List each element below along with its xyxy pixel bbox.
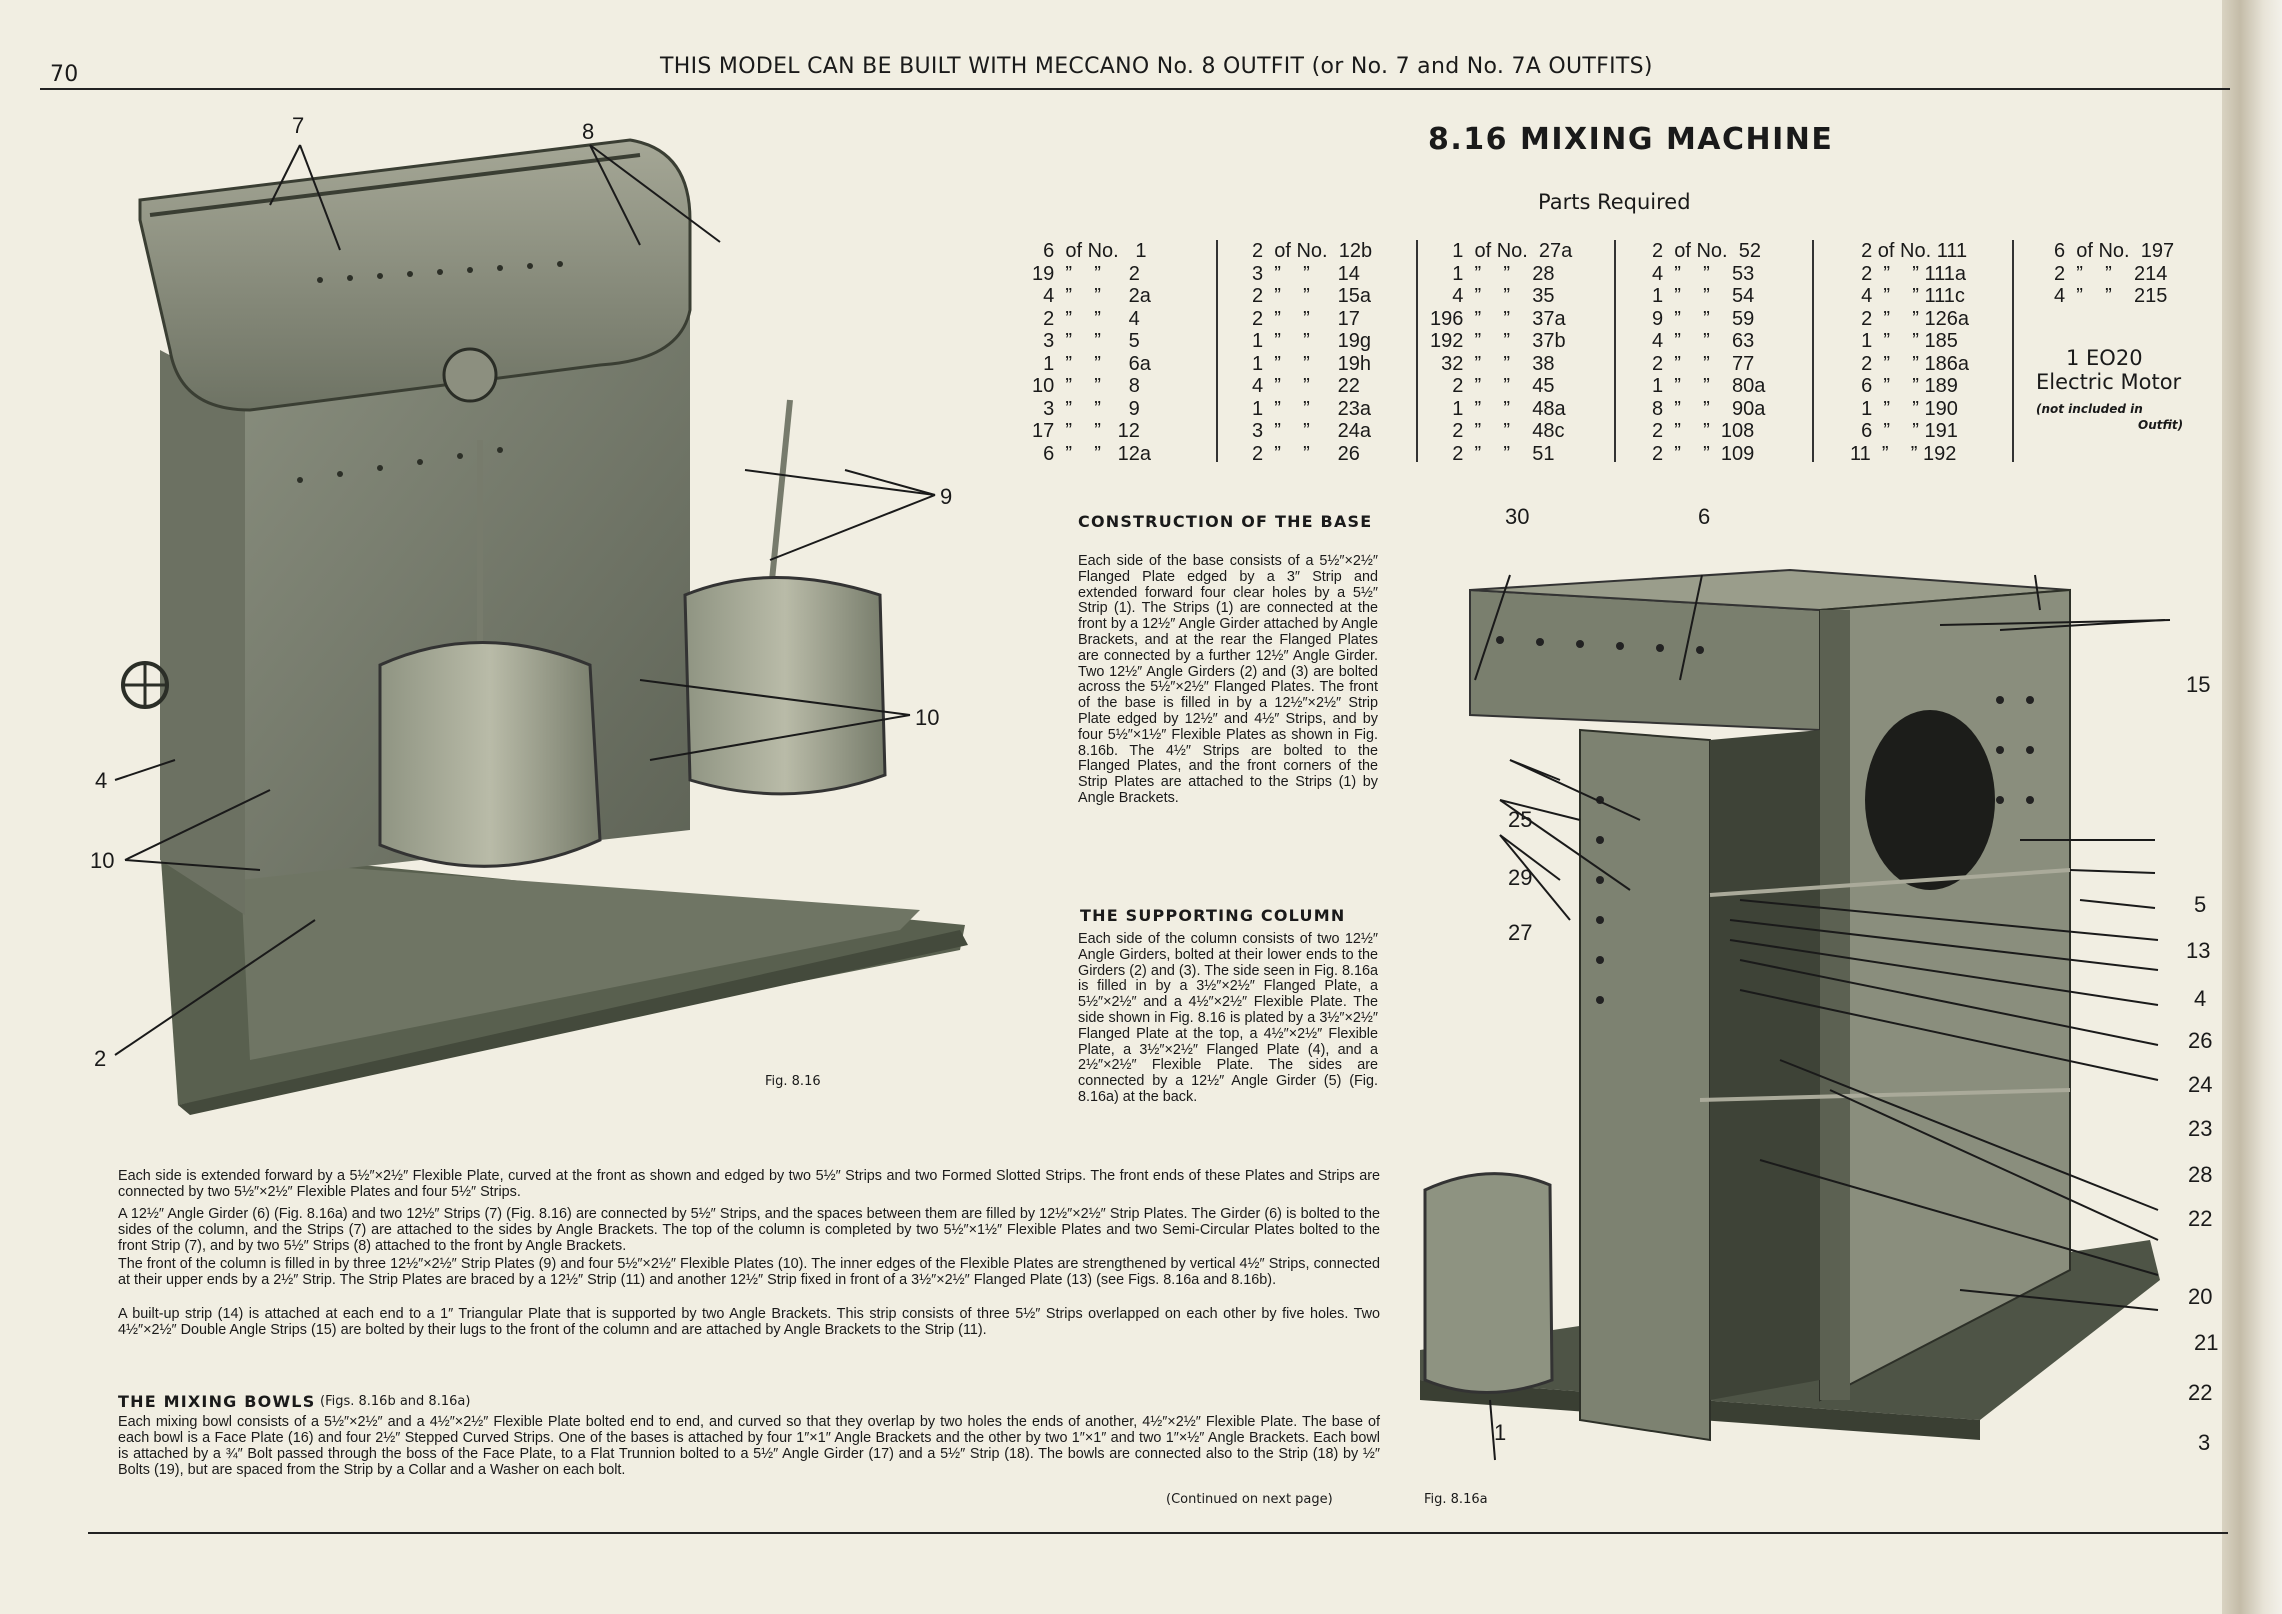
figure-caption-8-16: Fig. 8.16 — [765, 1074, 821, 1089]
callout-22: 22 — [2188, 1206, 2213, 1231]
column-text-cont-3: The front of the column is filled in by three 12½″×2½″ Strip Plates (9) and four 5½″×2½″ Flexible Plates (10). The inner edges of the Flexible Plates are strengthened by vertical 4½″ Strips, connected at their upper ends by a 2½″ Strip. The Strip Plates are braced by a 12½″ Strip (11) and another 12½″ Strip fixed in front of a 3½″×2½″ Flanged Plate (13) (see Figs. 8.16a and 8.16b). — [118, 1256, 1380, 1288]
callout-21: 21 — [2194, 1330, 2219, 1355]
column-text-cont-1: Each side is extended forward by a 5½″×2½″ Flexible Plate, curved at the front as shown and edged by two 5½″ Strips and two Formed Slotted Strips. The front ends of these Plates and Strips are connected by two 5½″×2½″ Flexible Plates and four 5½″ Strips. — [118, 1168, 1380, 1200]
callout-10-left: 10 — [90, 848, 115, 873]
bowls-figure-ref: (Figs. 8.16b and 8.16a) — [320, 1394, 471, 1409]
callout-3: 3 — [2198, 1430, 2211, 1455]
continued-note: (Continued on next page) — [1166, 1492, 1333, 1507]
column-heading: THE SUPPORTING COLUMN — [1080, 906, 1346, 925]
figure-caption-8-16a: Fig. 8.16a — [1424, 1492, 1488, 1507]
motor-name: Electric Motor — [2036, 370, 2182, 394]
base-heading: CONSTRUCTION OF THE BASE — [1078, 512, 1373, 531]
callout-2: 2 — [94, 1046, 107, 1071]
page-edge-shadow — [2222, 0, 2282, 1614]
model-title: 8.16 MIXING MACHINE — [1428, 122, 1834, 157]
motor-note: (not included in — [2036, 402, 2143, 416]
page-number: 70 — [50, 62, 79, 87]
motor-note-2: Outfit) — [2138, 418, 2184, 432]
callout-20: 20 — [2188, 1284, 2213, 1309]
callout-6: 6 — [1698, 504, 1711, 529]
figure-8-16a-illustration — [1380, 500, 2230, 1510]
column-text-cont-2: A 12½″ Angle Girder (6) (Fig. 8.16a) and two 12½″ Strips (7) (Fig. 8.16) are connected by 5½″ Strips, and the spaces between them are filled by 12½″×2½″ Strip Plates. The Girder (6) is bolted to the sides of the column, and the Strips (7) are attached to the sides by Angle Brackets. The top of the column is completed by two 5½″×1½″ Flexible Plates and two Semi-Circular Plates bolted to the front Strip (7), and by two 5½″ Strips (8) attached to the front by Angle Brackets. — [118, 1206, 1380, 1254]
callout-4: 4 — [95, 768, 108, 793]
column-text-cont-4: A built-up strip (14) is attached at each end to a 1″ Triangular Plate that is supported by two Angle Brackets. This strip consists of three 5½″ Strips overlapped on each other by five holes. Two 4½″×2½″ Double Angle Strips (15) are bolted by their lugs to the front of the column and are attached by Angle Brackets to the Strip (11). — [118, 1306, 1380, 1338]
parts-divider — [2012, 240, 2014, 462]
callout-5: 5 — [2194, 892, 2207, 917]
parts-divider — [1216, 240, 1218, 462]
callout-28: 28 — [2188, 1162, 2213, 1187]
parts-column-4: 2 of No. 52 4 ” ” 53 1 ” ” 54 9 ” ” 59 4 ” ” 63 2 ” ” 77 1 ” ” 80a 8 ” ” 90a 2 ” ” 108 2 ” ” 109 — [1652, 240, 1766, 465]
callout-23: 23 — [2188, 1116, 2213, 1141]
parts-divider — [1614, 240, 1616, 462]
callout-30: 30 — [1505, 504, 1530, 529]
bowls-heading: THE MIXING BOWLS — [118, 1392, 316, 1411]
footer-rule — [88, 1532, 2228, 1534]
parts-divider — [1812, 240, 1814, 462]
callout-4-right: 4 — [2194, 986, 2207, 1011]
parts-heading: Parts Required — [1538, 190, 1691, 214]
parts-column-3: 1 of No. 27a 1 ” ” 28 4 ” ” 35 196 ” ” 37a 192 ” ” 37b 32 ” ” 38 2 ” ” 45 1 ” ” 48a 2 ” ” 48c 2 ” ” 51 — [1430, 240, 1573, 465]
base-text: Each side of the base consists of a 5½″×2½″ Flanged Plate edged by a 3″ Strip and extended forward four clear holes by a 5½″ Strip (1). The Strips (1) are connected at the front by a 12½″ Angle Girder attached by Angle Brackets, and at the rear the Flanged Plates are connected by a further 12½″ Angle Girder. Two 12½″ Angle Girders (2) and (3) are bolted across the 5½″×2½″ Flanged Plates. The front of the base is filled in by a 12½″×2½″ Strip Plate edged by 12½″ and 4½″ Strips, and by four 5½″×1½″ Flexible Plates as shown in Fig. 8.16b. The 4½″ Strips are bolted to the Flanged Plates, and the front corners of the Strip Plates are attached to the Strips (1) by Angle Brackets. — [1078, 553, 1378, 806]
callout-25: 25 — [1508, 807, 1533, 832]
parts-column-6: 6 of No. 197 2 ” ” 214 4 ” ” 215 — [2054, 240, 2175, 307]
column-text: Each side of the column consists of two 12½″ Angle Girders, bolted at their lower ends to the Girders (2) and (3). The side seen in Fig. 8.16a is filled in by a 3½″×2½″ Flanged Plate, a 5½″×2½″ and a 4½″×2½″ Flexible Plate. The side shown in Fig. 8.16 is plated by a 3½″×2½″ Flanged Plate at the top, a 4½″×2½″ Flexible Plate, a 3½″×2½″ Flanged Plate (4), and a 2½″×2½″ Flexible Plate. The sides are connected by a 12½″ Angle Girder (5) (Fig. 8.16a) at the back. — [1078, 931, 1378, 1105]
callout-27: 27 — [1508, 920, 1533, 945]
parts-column-2: 2 of No. 12b 3 ” ” 14 2 ” ” 15a 2 ” ” 17 1 ” ” 19g 1 ” ” 19h 4 ” ” 22 1 ” ” 23a 3 ” ” 24a 2 ” ” 26 — [1252, 240, 1373, 465]
callout-22-lower: 22 — [2188, 1380, 2213, 1405]
callout-7: 7 — [292, 113, 305, 138]
callout-8: 8 — [582, 119, 595, 144]
callout-10: 10 — [915, 705, 940, 730]
parts-divider — [1416, 240, 1418, 462]
callout-13: 13 — [2186, 938, 2211, 963]
callout-9: 9 — [940, 484, 953, 509]
callout-1: 1 — [1494, 1420, 1507, 1445]
figure-8-16-illustration — [0, 0, 1000, 1160]
callout-15: 15 — [2186, 672, 2211, 697]
callout-29: 29 — [1508, 865, 1533, 890]
parts-column-5: 2 of No. 111 2 ” ” 111a 4 ” ” 111c 2 ” ” 126a 1 ” ” 185 2 ” ” 186a 6 ” ” 189 1 ” ” 190 6 ” ” 191 11 ” ” 192 — [1850, 240, 1969, 465]
callout-26: 26 — [2188, 1028, 2213, 1053]
motor-qty: 1 EO20 — [2066, 346, 2143, 370]
callout-24: 24 — [2188, 1072, 2213, 1097]
parts-column-1: 6 of No. 1 19 ” ” 2 4 ” ” 2a 2 ” ” 4 3 ” ” 5 1 ” ” 6a 10 ” ” 8 3 ” ” 9 17 ” ” 12 6 ” ” 12a — [1032, 240, 1151, 465]
running-title: THIS MODEL CAN BE BUILT WITH MECCANO No. 8 OUTFIT (or No. 7 and No. 7A OUTFITS) — [660, 54, 1653, 79]
bowls-text: Each mixing bowl consists of a 5½″×2½″ and a 4½″×2½″ Flexible Plate bolted end to end, and curved so that they overlap by two holes the ends of another, 4½″×2½″ Flexible Plate. The base of each bowl is a Face Plate (16) and four 2½″ Stepped Curved Strips. One of the bases is attached by four 1″×1″ Angle Brackets and the other by two 1″×1″ and two 1″×½″ Angle Brackets. Each bowl is attached by a ¾″ Bolt passed through the boss of the Face Plate, to a Flat Trunnion bolted to a 5½″ Angle Girder (17) and a 5½″ Strip (18). The bowls are connected also to the Strip (18) by ½″ Bolts (19), but are spaced from the Strip by a Collar and a Washer on each bolt. — [118, 1414, 1380, 1478]
